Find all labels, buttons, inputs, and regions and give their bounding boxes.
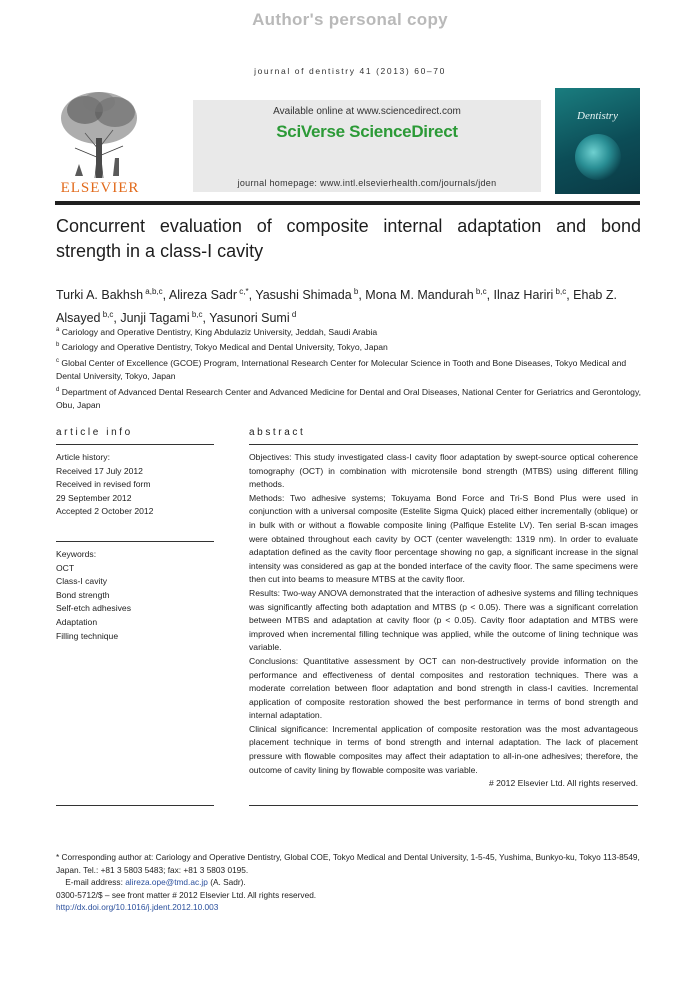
affiliation-text: Department of Advanced Dental Research Center and Advanced Medicine for Dental and Oral Diseases, National Center for Geriatrics and Gerontology, Obu, Japan [56,386,642,411]
email-label: E-mail address: [65,877,123,888]
keyword-item[interactable]: Filling technique [56,630,119,641]
corresponding-author: * Corresponding author at: Cariology and Operative Dentistry, Global COE, Tokyo Medical and Dental University, 1-5-45, Yushima, Bunkyo-ku, Tokyo 113-8549, Japan. Tel.: +81 3 5803 5483; fax: +81 3 5803 0195. [56,852,640,875]
history-item: Received 17 July 2012 [56,465,143,476]
abstract-results: Results: Two-way ANOVA demonstrated that the interaction of adhesive systems and filling techniques was significantly affecting both adaptation and MTBS (p < 0.05). There was a significant correlation between MTBS and adaptation at cavity floor (p < 0.05). Cavity floor adaptation and MTBS were improved when incremental filling technique was applied, while the outcome of lining technique was variable. [249,587,638,653]
author-affiliation-marker: b,c [100,310,114,320]
sciencedirect-box [193,98,541,192]
abstract-clinical-significance: Clinical significance: Incremental application of composite restoration was the most advantageous placement technique in terms of bond strength and internal adaptation. The lack of placement pressure with flowable composites may affect their adaptation to all-in-one adhesives; therefore, the outcome of cavity lining by flowable composite was variable. [249,723,638,775]
author-name: Alireza Sadr [168,288,238,303]
abstract-heading: abstract [249,427,306,438]
watermark: Author's personal copy [252,10,448,29]
author-name: Ilnaz Hariri [493,288,554,303]
abstract-rule [249,444,638,445]
author-affiliation-marker: b,c [553,287,567,296]
homepage-link[interactable]: www.intl.elsevierhealth.com/journals/jden [320,178,497,188]
author-list: Turki A. Bakhsh $^{a,b,c}$, Alireza Sadr $^{c,*}$, Yasushi Shimada $^b$, Mona M. Mandurah $^{b,c}$, Ilnaz Hariri $^{b,c}$, Ehab Z. Alsayed $^{b,c}$, Junji Tagami $^{b,c}$, Yasunori Sumi $^d$ [56,287,617,326]
affiliation-marker: c [56,357,59,364]
affiliations [56,324,641,413]
affiliation-marker: a [56,327,60,333]
homepage-label: journal homepage: [237,178,318,188]
author-name: Yasunori Sumi [209,311,290,326]
article-history [56,451,214,519]
keywords-label: Keywords: [56,549,97,559]
author-affiliation-marker: c,* [237,287,249,296]
author-affiliation-marker: a,b,c [143,287,163,296]
history-label: Article history: [56,452,110,462]
abstract-body [249,451,638,791]
keywords-rule [56,541,214,542]
keyword-item[interactable]: Adaptation [56,616,98,627]
author-name: Yasushi Shimada [255,288,352,303]
affiliation-item [56,324,641,339]
header-divider [55,201,640,205]
author-affiliation-marker: b,c [189,310,203,320]
history-item: Accepted 2 October 2012 [56,506,154,517]
author-name: Junji Tagami [120,311,190,326]
doi-link[interactable]: http://dx.doi.org/10.1016/j.jdent.2012.10.003 [56,902,219,913]
tree-logo-icon [55,88,145,180]
article-info-heading: article info [56,427,133,438]
affiliation-item [56,384,641,413]
issn-line: 0300-5712/$ – see front matter # 2012 Elsevier Ltd. All rights reserved. [56,889,317,900]
author-name: Mona M. Mandurah [365,288,474,303]
affiliation-item [56,355,641,384]
keyword-item[interactable]: Class-I cavity [56,576,108,587]
keyword-item[interactable]: OCT [56,562,75,573]
keyword-list [56,562,214,644]
affiliation-marker: d [56,386,60,393]
sciencedirect-link[interactable]: www.sciencedirect.com [356,106,461,117]
abstract-copyright: # 2012 Elsevier Ltd. All rights reserved. [488,778,638,789]
abstract-conclusions: Conclusions: Quantitative assessment by OCT can non-destructively provide information on the performance and effectiveness of dental composites and restoration techniques. There was a moderate correlation between floor adaptation and bond strength in class-I cavities. Incremental application of composite restoration showed the best performance in terms of bond strength and internal adaptation. [249,655,638,721]
history-item: 29 September 2012 [56,492,132,503]
history-item: Received in revised form [56,479,151,490]
affiliation-text: Cariology and Operative Dentistry, Tokyo Medical and Dental University, Tokyo, Japan [59,342,388,353]
footnotes [56,851,641,914]
email-line [56,876,641,889]
affiliation-text: Global Center of Excellence (GCOE) Program, International Research Center for Molecular Science in Tooth and Bone Diseases, Tokyo Medical and Dental University, Tokyo, Japan [56,357,627,382]
abstract-end-rule [249,805,638,806]
elsevier-logo[interactable] [55,88,145,198]
email-link[interactable]: alireza.ope@tmd.ac.jp [125,877,208,888]
cover-title: Dentistry [577,110,618,122]
email-suffix: (A. Sadr). [210,877,246,888]
author-name: Ehab Z. Alsayed [56,288,617,326]
journal-banner [55,86,640,202]
keyword-item[interactable]: Self-etch adhesives [56,603,131,614]
available-online [193,106,541,117]
affiliation-item [56,339,641,354]
abstract-methods: Methods: Two adhesive systems; Tokuyama Bond Force and Tri-S Bond Plus were used in conjunction with a universal composite (Estelite Sigma Quick) placed either incrementally (oblique) or in bulk with or without a flowable composite lining (Palfique Estelite LV). Ten serial B-scan images were obtained throughout each cavity by OCT (center wavelength: 1319 nm). In order to evaluate adaptation defined as the cavity floor percentage showing no gap, a significant increase in the signal intensity was considered as gap at the bonded interface of the cavity floor. The same specimens were then cut into beams to measure MTBS at the cavity floor. [249,492,638,585]
article-info-rule [56,444,214,445]
running-head: journal of dentistry 41 (2013) 60–70 [254,66,446,76]
left-column-end-rule [56,805,214,806]
keywords [56,548,214,643]
affiliation-text: Cariology and Operative Dentistry, King Abdulaziz University, Jeddah, Saudi Arabia [59,326,378,337]
journal-cover[interactable] [555,88,640,194]
author-affiliation-marker: b [351,287,359,296]
history-list [56,465,214,519]
author-affiliation-marker: d [289,310,297,320]
sciverse-brand[interactable]: SciVerse ScienceDirect [276,122,458,141]
cover-image [575,134,621,180]
keyword-item[interactable]: Bond strength [56,589,110,600]
journal-homepage [193,178,541,188]
elsevier-wordmark: ELSEVIER [60,180,140,196]
available-prefix: Available online at [273,106,355,117]
author-affiliation-marker: b,c [473,287,487,296]
abstract-objectives: Objectives: This study investigated class-I cavity floor adaptation by swept-source optical coherence tomography (OCT) in combination with microtensile bond strength (MTBS) using different filling methods. [249,452,638,490]
affiliation-marker: b [56,342,60,349]
article-title: Concurrent evaluation of composite internal adaptation and bond strength in a class-I cavity [56,216,641,261]
author-name: Turki A. Bakhsh [56,288,144,303]
